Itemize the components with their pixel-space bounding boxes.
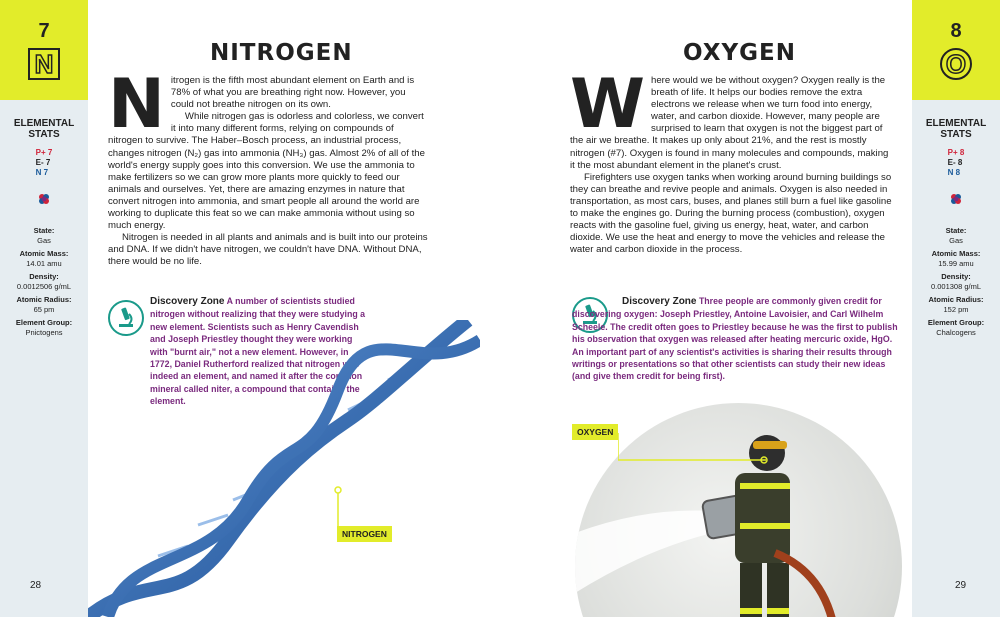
element-group-label: Element Group: — [15, 318, 73, 327]
discovery-zone-oxygen — [572, 295, 902, 383]
paragraph-1: itrogen is the fifth most abundant element on Earth and is 78% of what you are breathing right now. However, you could not breathe nitrogen on its own. — [170, 75, 415, 111]
particle-counts — [36, 148, 53, 178]
page-number-right: 29 — [955, 580, 967, 591]
paragraph-3: Nitrogen is needed in all plants and animals and is built into our proteins and DNA. If we didn't have nitrogen, we couldn't have DNA. Without DNA, there would be no life. — [108, 232, 428, 268]
electrons: E- 8 — [947, 158, 963, 167]
page-number-left: 28 — [30, 580, 42, 591]
atomic-mass-value: 15.99 amu — [938, 258, 974, 268]
stats-title: ELEMENTAL STATS — [925, 118, 987, 140]
atomic-mass-value: 14.01 amu — [26, 258, 62, 268]
density-label: Density: — [29, 272, 59, 281]
atomic-radius-value: 152 pm — [943, 304, 969, 314]
discovery-title: Discovery Zone — [622, 296, 697, 307]
state-value: Gas — [37, 235, 51, 245]
oxygen-body-text — [570, 65, 892, 256]
nitrogen-body-text — [108, 65, 430, 269]
dna-helix-illustration — [88, 320, 480, 617]
paragraph-1: here would we be without oxygen? Oxygen really is the breath of life. It helps our bodies remove the extra electrons we release when we turn food into energy, water, and carbon dioxide. However, many people are surprised to learn that oxygen is not the biggest part of the air we breathe. It makes up only about 21%, and the rest is mostly nitrogen (#7). Oxygen is found in many molecules and compounds, making it the most abundant element in the planet's crust. — [570, 75, 889, 171]
discovery-text: A number of scientists studied nitrogen without realizing that they were studying a new element. Scientists such as Henry Cavendish and Joseph Priestley thought they were working with "burnt air," not a new element. However, in 1772, Daniel Rutherford realized that nitrogen was indeed an element, and named it after the common mineral called niter, a compound that contains the element. — [150, 296, 366, 407]
density-value: 0.001308 g/mL — [930, 281, 982, 291]
atom-icon — [37, 192, 51, 206]
element-properties — [0, 226, 88, 337]
element-symbol: O — [940, 48, 972, 80]
paragraph-2: Firefighters use oxygen tanks when working around burning buildings so they can breathe and revive people and animals. Oxygen is also needed in transportation, as most cars, buses, and planes still burn a fuel like gasoline to make the engines go. During the burning process (combustion), oxygen reacts with the gasoline fuel, giving us energy, heat, water, and carbon dioxide. We use the heat and energy to move the vehicles and release the water and carbon dioxide in the process. — [570, 171, 892, 256]
drop-cap: W — [570, 65, 646, 144]
stats-title: ELEMENTAL STATS — [13, 118, 75, 140]
nitrogen-image-label: NITROGEN — [337, 526, 392, 542]
atomic-radius-label: Atomic Radius: — [16, 295, 72, 304]
element-group-value: Chalcogens — [936, 327, 976, 337]
particle-counts — [948, 148, 965, 178]
discovery-text: Three people are commonly given credit for discovering oxygen: Joseph Priestley, Antoine Lavoisier, and Carl Wilhelm Scheele. The credit often goes to Priestley because he was the first to publish his observation that oxygen was released after heating mercuric oxide, HgO. An important part of any scientist's activities is sharing their results through writings or presentations so that other scientists can study their new ideas (and give them credit for being first). — [572, 296, 898, 382]
element-group-label: Element Group: — [927, 318, 985, 327]
discovery-title: Discovery Zone — [150, 296, 225, 307]
paragraph-2: While nitrogen gas is odorless and colorless, we convert it into many different forms, relying on compounds of nitrogen to survive. The Haber–Bosch process, an industrial process, changes nitrogen (N₂) gas into ammonia (NH₃) gas. Almost 2% of all of the world's energy supply goes into this conversion. We use the ammonia to make fertilizers so we can grow more plants more quickly to feed our animals and ourselves. Yet, there are amazing enzymes in nature that convert nitrogen into ammonia, and smart people all around the world are working to duplicate this feat so we can make ammonia without using so much energy. — [108, 111, 425, 232]
drop-cap: N — [108, 65, 165, 144]
atomic-radius-label: Atomic Radius: — [928, 295, 984, 304]
density-value: 0.0012506 g/mL — [16, 281, 72, 291]
element-number: 7 — [38, 20, 50, 42]
oxygen-label-leader-line — [618, 432, 768, 472]
left-sidebar — [0, 0, 88, 617]
element-symbol: N — [28, 48, 60, 80]
state-label: State: — [33, 226, 55, 235]
electrons: E- 7 — [35, 158, 51, 167]
page-title-oxygen: OXYGEN — [683, 40, 796, 66]
density-label: Density: — [941, 272, 971, 281]
oxygen-image-label: OXYGEN — [572, 424, 618, 440]
state-label: State: — [945, 226, 967, 235]
element-properties — [912, 226, 1000, 337]
element-group-value: Pnictogens — [25, 327, 63, 337]
atomic-mass-label: Atomic Mass: — [931, 249, 981, 258]
protons: P+ 7 — [35, 148, 53, 157]
atomic-radius-value: 65 pm — [33, 304, 55, 314]
protons: P+ 8 — [947, 148, 965, 157]
atomic-mass-label: Atomic Mass: — [19, 249, 69, 258]
right-sidebar — [912, 0, 1000, 617]
element-tile-nitrogen — [0, 0, 88, 100]
atom-icon — [949, 192, 963, 206]
page-title-nitrogen: NITROGEN — [210, 40, 353, 66]
neutrons: N 7 — [35, 168, 49, 177]
neutrons: N 8 — [947, 168, 961, 177]
state-value: Gas — [949, 235, 963, 245]
element-tile-oxygen — [912, 0, 1000, 100]
element-number: 8 — [950, 20, 962, 42]
